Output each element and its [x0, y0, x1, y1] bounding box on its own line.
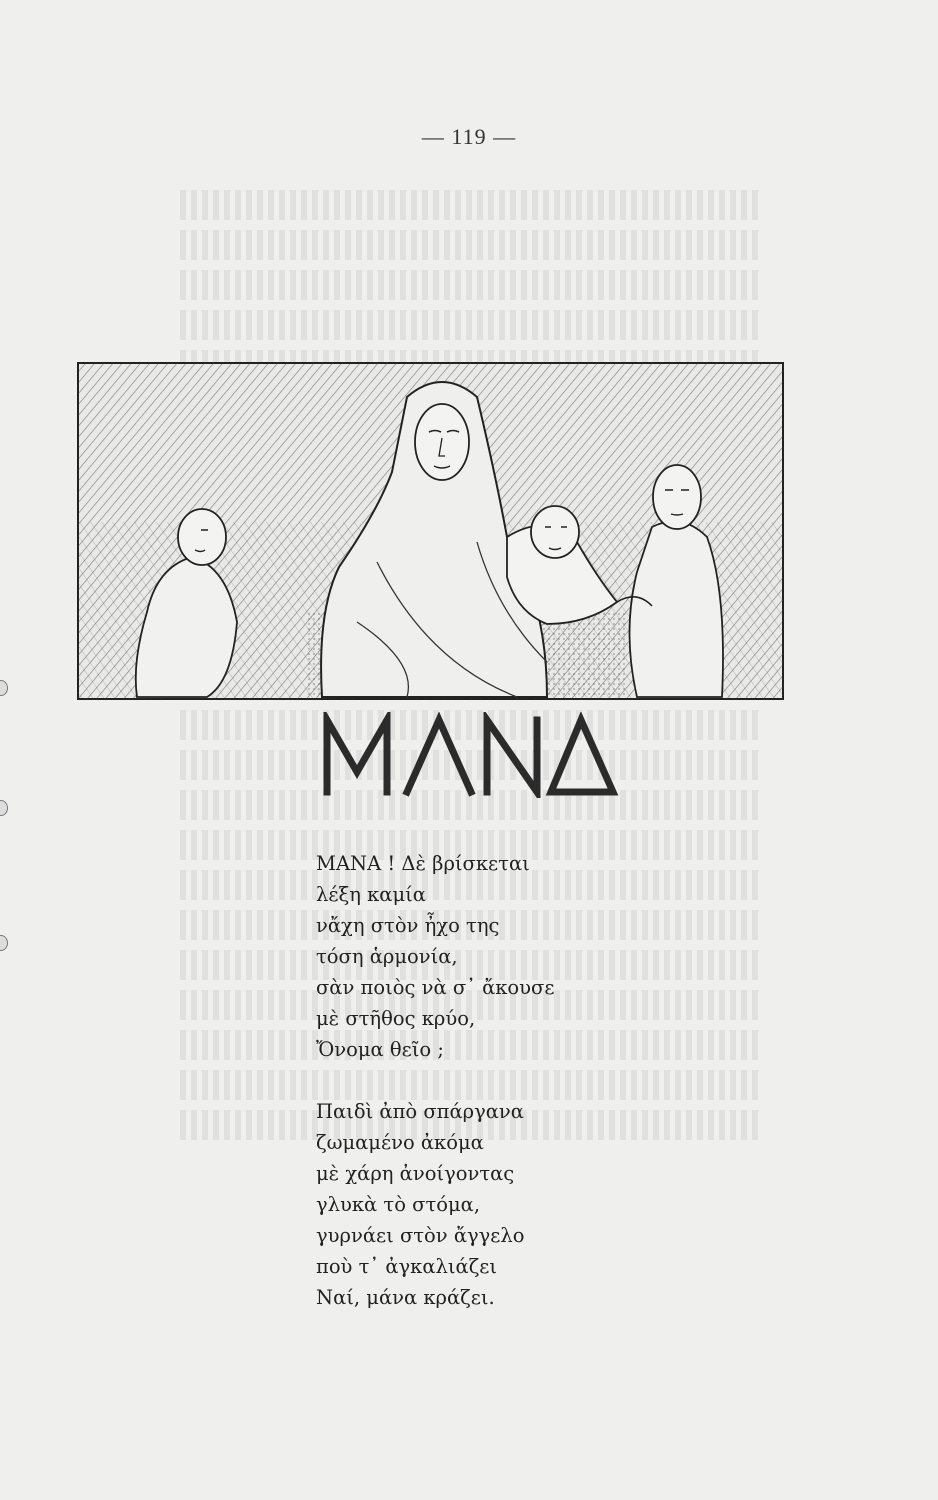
poem-line: μὲ στῆθος κρύο,	[316, 1007, 476, 1030]
poem-line: Ὄνομα θεῖο ;	[316, 1038, 444, 1061]
poem-line: Παιδὶ ἀπὸ σπάργανα	[316, 1100, 524, 1123]
poem-line: νἄχη στὸν ἦχο της	[316, 914, 500, 937]
poem-line: μὲ χάρη ἀνοίγοντας	[316, 1162, 515, 1185]
binding-hole-icon	[0, 680, 8, 696]
poem-line: Ναί, μάνα κράζει.	[316, 1286, 495, 1309]
stanza-1	[316, 848, 716, 1065]
poem-line: γυρνάει στὸν ἄγγελο	[316, 1224, 525, 1247]
poem-line: γλυκὰ τὸ στόμα,	[316, 1193, 481, 1216]
poem-line: τόση ἁρμονία,	[316, 945, 458, 968]
poem-line: ΜΑΝΑ ! Δὲ βρίσκεται	[316, 852, 530, 875]
poem-line: σὰν ποιὸς νὰ σ᾿ ἄκουσε	[316, 976, 555, 999]
poem-line: ζωμαμένο ἀκόμα	[316, 1131, 484, 1154]
poem-line: ποὺ τ᾿ ἀγκαλιάζει	[316, 1255, 498, 1278]
poem-body	[316, 848, 716, 1344]
binding-hole-icon	[0, 935, 8, 951]
page-number: — 119 —	[421, 124, 517, 149]
poem-line: λέξη καμία	[316, 883, 426, 906]
binding-hole-icon	[0, 800, 8, 816]
stanza-2	[316, 1096, 716, 1313]
poem-title	[0, 712, 938, 798]
mother-and-children-engraving-icon	[77, 362, 784, 700]
